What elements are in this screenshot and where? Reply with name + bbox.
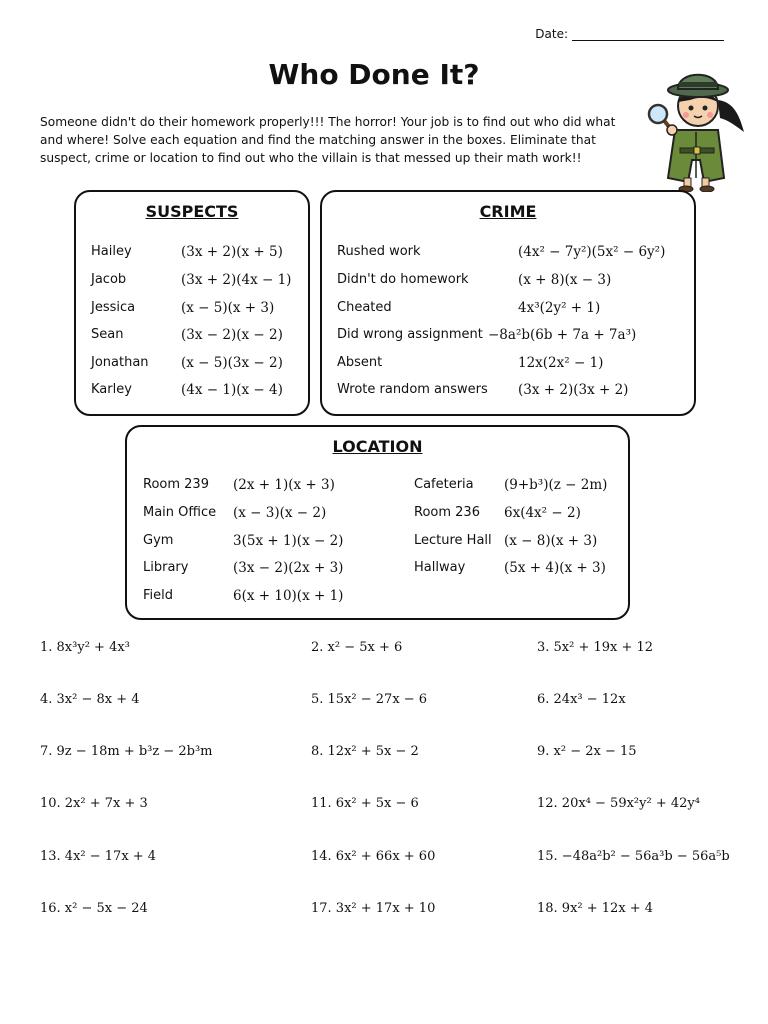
problem-item: 15. −48a²b² − 56a³b − 56a⁵b	[537, 849, 730, 864]
crime-box	[320, 190, 696, 416]
crime-expression: (4x² − 7y²)(5x² − 6y²)	[518, 244, 666, 260]
problem-item: 13. 4x² − 17x + 4	[40, 849, 157, 864]
suspect-name: Karley	[91, 382, 132, 397]
problem-item: 10. 2x² + 7x + 3	[40, 796, 148, 811]
crime-name: Didn't do homework	[337, 272, 469, 287]
location-name: Field	[143, 588, 174, 603]
intro-paragraph: Someone didn't do their homework properly!!! The horror! Your job is to find out who did what and where! Solve each equation and find the matching answer in the boxes. Eliminate that suspect, crime or location to find out who the villain is that messed up their math work!!	[40, 115, 616, 165]
location-expression: 6x(4x² − 2)	[504, 505, 581, 521]
location-box	[125, 425, 630, 620]
location-name: Library	[143, 560, 189, 575]
problem-item: 11. 6x² + 5x − 6	[311, 796, 419, 811]
location-expression: (9+b³)(z − 2m)	[504, 477, 608, 493]
location-expression: (3x − 2)(2x + 3)	[233, 560, 344, 576]
location-name: Main Office	[143, 505, 217, 520]
location-expression: (2x + 1)(x + 3)	[233, 477, 335, 493]
location-expression: 3(5x + 1)(x − 2)	[233, 533, 344, 549]
crime-expression: 12x(2x² − 1)	[518, 355, 604, 371]
location-expression: 6(x + 10)(x + 1)	[233, 588, 344, 604]
date-label: Date:	[535, 27, 568, 41]
location-heading: LOCATION	[332, 437, 423, 456]
location-name: Gym	[143, 533, 174, 548]
problem-item: 7. 9z − 18m + b³z − 2b³m	[40, 744, 213, 759]
problem-item: 18. 9x² + 12x + 4	[537, 901, 654, 916]
location-name: Room 239	[143, 477, 209, 492]
crime-name: Did wrong assignment	[337, 327, 483, 342]
detective-girl-icon	[640, 60, 755, 192]
location-expression: (x − 3)(x − 2)	[233, 505, 327, 521]
date-blank-line[interactable]	[572, 28, 724, 41]
page-title: Who Done It?	[268, 58, 480, 91]
location-name: Cafeteria	[414, 477, 474, 492]
suspects-heading: SUSPECTS	[145, 202, 239, 221]
problem-item: 2. x² − 5x + 6	[311, 640, 403, 655]
suspect-expression: (x − 5)(x + 3)	[181, 300, 275, 316]
location-name: Hallway	[414, 560, 466, 575]
suspect-name: Jonathan	[91, 355, 149, 370]
suspect-name: Sean	[91, 327, 124, 342]
crime-name: Rushed work	[337, 244, 421, 259]
crime-name: Wrote random answers	[337, 382, 488, 397]
suspects-box	[74, 190, 310, 416]
suspect-expression: (4x − 1)(x − 4)	[181, 382, 283, 398]
suspect-name: Jessica	[91, 300, 136, 315]
problem-item: 3. 5x² + 19x + 12	[537, 640, 654, 655]
problem-item: 16. x² − 5x − 24	[40, 901, 148, 916]
problem-item: 6. 24x³ − 12x	[537, 692, 626, 707]
suspect-expression: (3x + 2)(x + 5)	[181, 244, 283, 260]
date-field	[535, 27, 724, 41]
suspect-name: Hailey	[91, 244, 132, 259]
suspect-expression: (3x + 2)(4x − 1)	[181, 272, 292, 288]
crime-expression: −8a²b(6b + 7a + 7a³)	[488, 327, 637, 343]
location-name: Lecture Hall	[414, 533, 492, 548]
suspect-expression: (3x − 2)(x − 2)	[181, 327, 283, 343]
problem-item: 8. 12x² + 5x − 2	[311, 744, 419, 759]
problem-item: 1. 8x³y² + 4x³	[40, 640, 130, 655]
problem-item: 5. 15x² − 27x − 6	[311, 692, 428, 707]
problem-item: 14. 6x² + 66x + 60	[311, 849, 436, 864]
location-name: Room 236	[414, 505, 480, 520]
crime-heading: CRIME	[479, 202, 537, 221]
problem-item: 4. 3x² − 8x + 4	[40, 692, 140, 707]
suspect-name: Jacob	[91, 272, 127, 287]
problem-item: 9. x² − 2x − 15	[537, 744, 637, 759]
crime-name: Cheated	[337, 300, 392, 315]
location-expression: (x − 8)(x + 3)	[504, 533, 598, 549]
crime-name: Absent	[337, 355, 383, 370]
crime-expression: (x + 8)(x − 3)	[518, 272, 612, 288]
suspect-expression: (x − 5)(3x − 2)	[181, 355, 283, 371]
crime-expression: 4x³(2y² + 1)	[518, 300, 601, 316]
location-expression: (5x + 4)(x + 3)	[504, 560, 606, 576]
crime-expression: (3x + 2)(3x + 2)	[518, 382, 629, 398]
problem-item: 12. 20x⁴ − 59x²y² + 42y⁴	[537, 796, 700, 811]
problem-item: 17. 3x² + 17x + 10	[311, 901, 436, 916]
